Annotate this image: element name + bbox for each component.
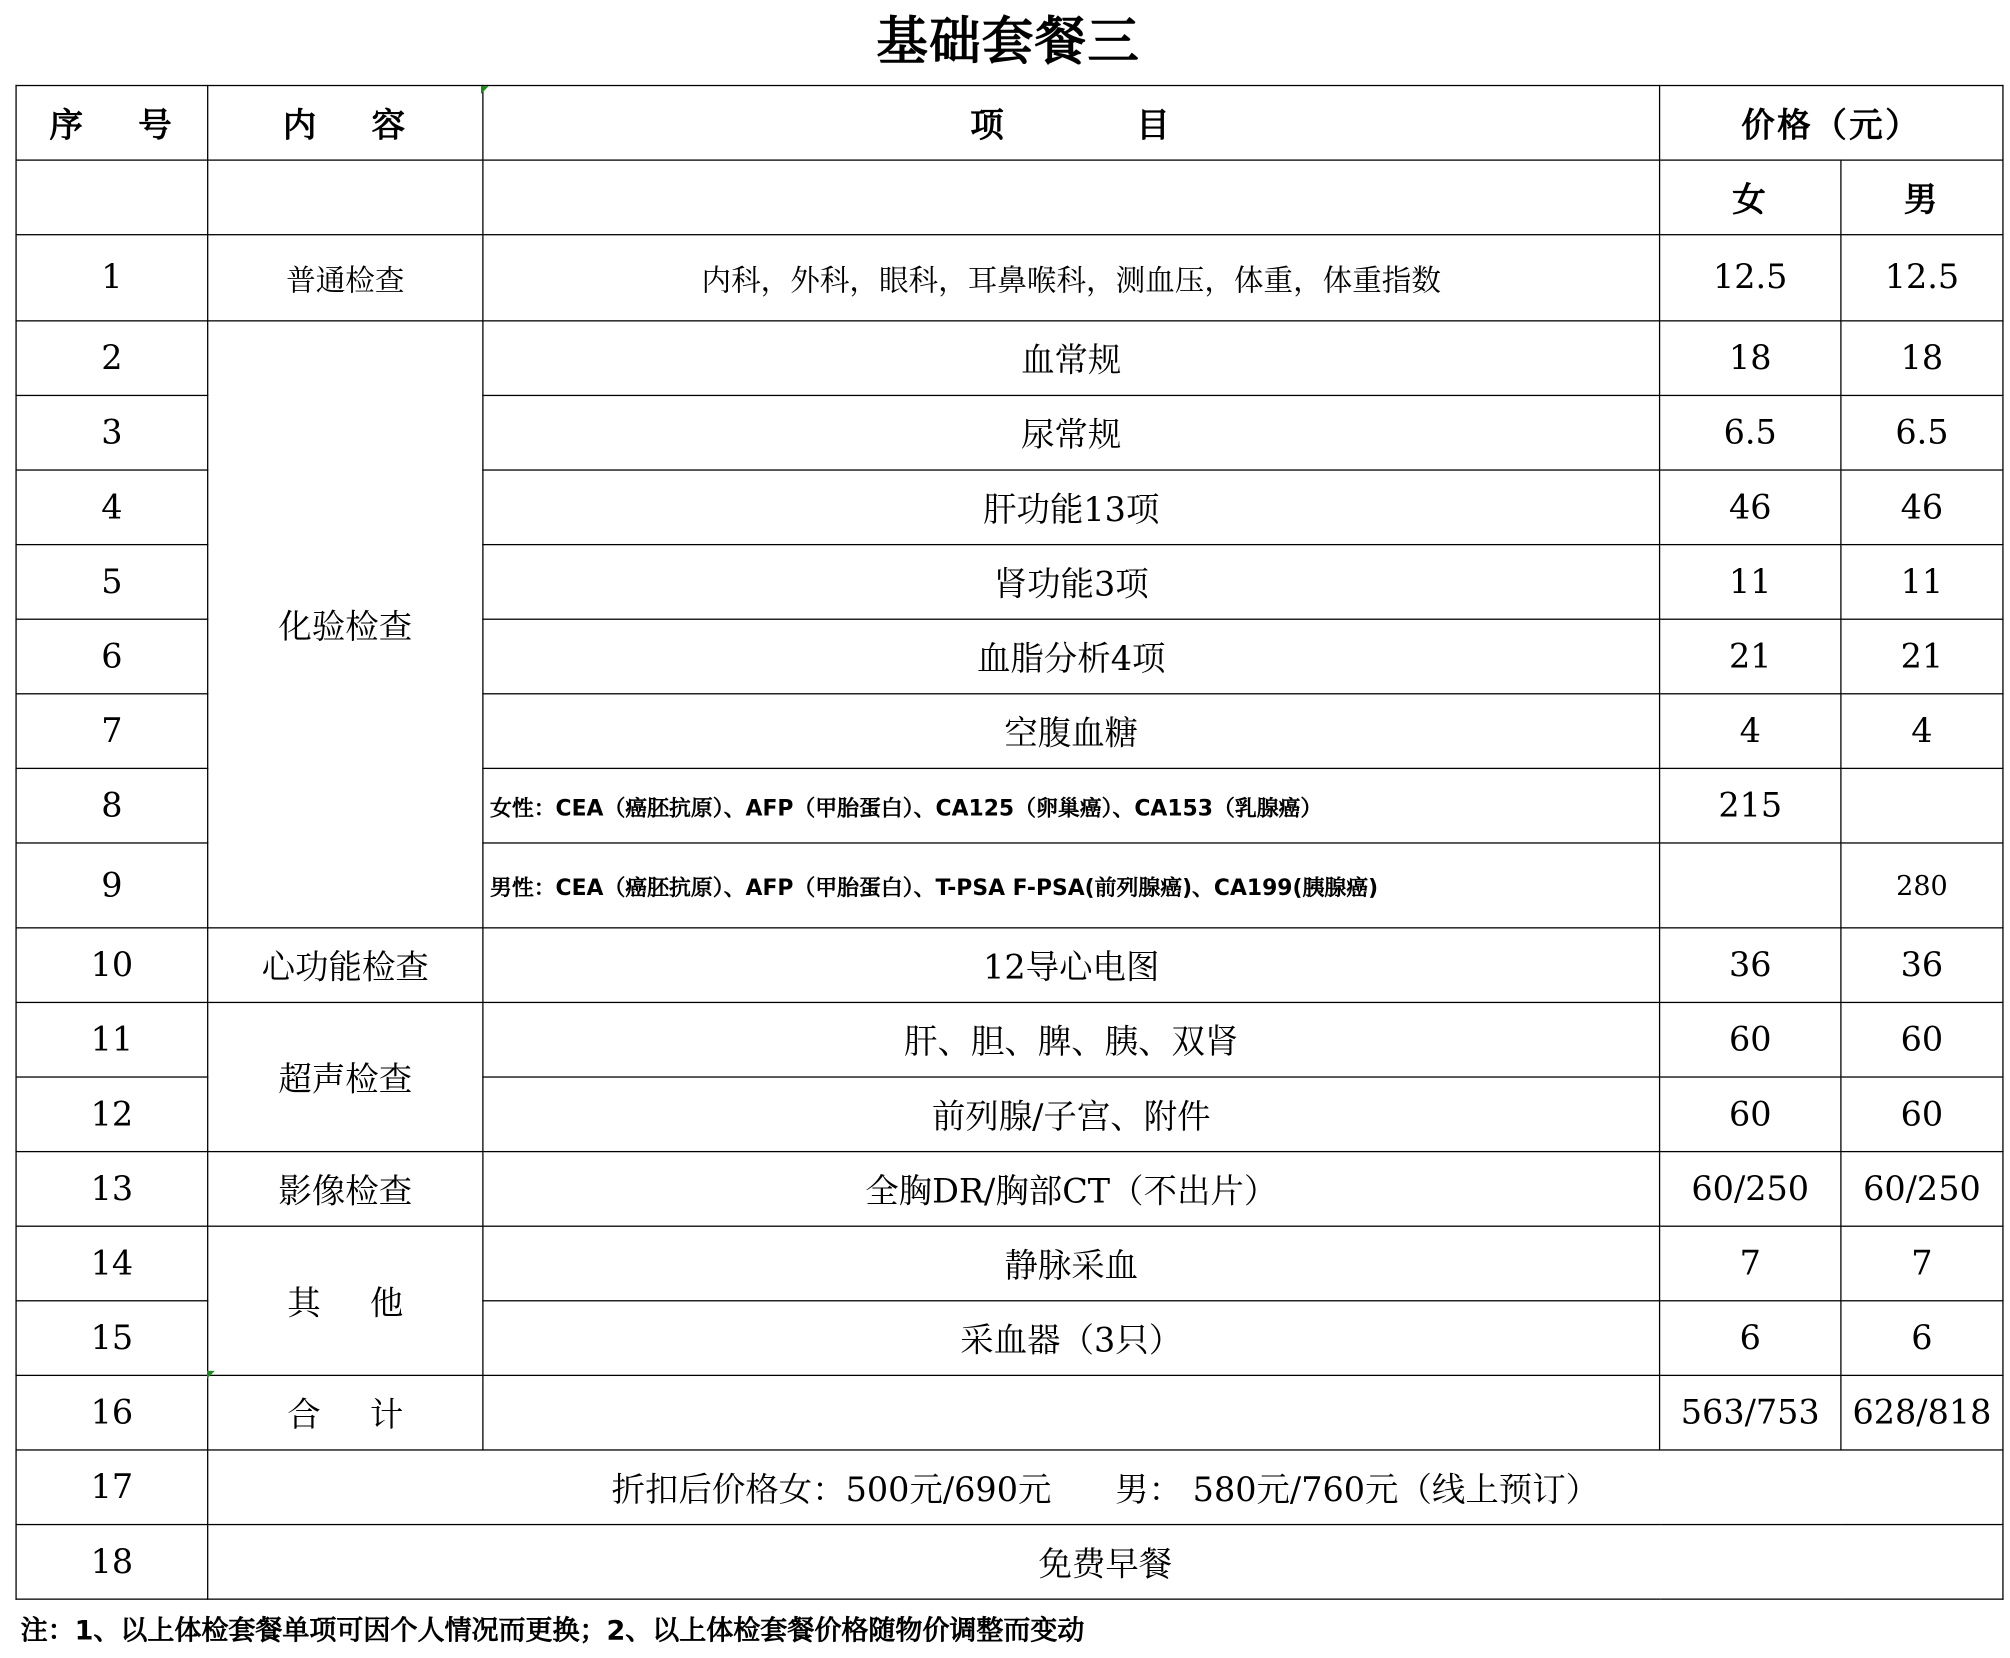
table-row — [16, 1002, 2003, 1077]
row-seq: 13 — [16, 1152, 208, 1227]
row-items: 肝、胆、脾、胰、双肾 — [483, 1002, 1660, 1077]
row-items: 女性：CEA（癌胚抗原）、AFP（甲胎蛋白）、CA125（卵巢癌）、CA153（乳腺癌） — [483, 768, 1660, 843]
row-price-female: 18 — [1660, 321, 1841, 396]
cell-comment-marker — [481, 86, 489, 94]
row-price-male: 6 — [1841, 1301, 2003, 1376]
row-items: 血脂分析4项 — [483, 619, 1660, 694]
row-price-male: 36 — [1841, 928, 2003, 1003]
row-seq: 8 — [16, 768, 208, 843]
row-price-male: 11 — [1841, 545, 2003, 620]
header-content: 内 容 — [208, 86, 483, 161]
row-seq: 15 — [16, 1301, 208, 1376]
category-other: 其 他 — [208, 1226, 483, 1375]
row-seq: 5 — [16, 545, 208, 620]
row-seq: 2 — [16, 321, 208, 396]
row-seq: 1 — [16, 235, 208, 321]
row-seq: 6 — [16, 619, 208, 694]
row-price-female: 60/250 — [1660, 1152, 1841, 1227]
category-imaging: 影像检查 — [208, 1152, 483, 1227]
row-items: 肾功能3项 — [483, 545, 1660, 620]
row-price-male: 60 — [1841, 1002, 2003, 1077]
row-price-female: 11 — [1660, 545, 1841, 620]
table-row — [16, 321, 2003, 396]
row-items — [483, 1375, 1660, 1450]
row-items: 12导心电图 — [483, 928, 1660, 1003]
row-seq: 3 — [16, 395, 208, 470]
header-row-gender — [16, 160, 2003, 235]
row-price-male: 4 — [1841, 694, 2003, 769]
row-price-male — [1841, 768, 2003, 843]
table-row — [16, 1226, 2003, 1301]
header-male: 男 — [1841, 160, 2003, 235]
row-price-female: 6 — [1660, 1301, 1841, 1376]
discount-row — [16, 1450, 2003, 1525]
row-items: 内科，外科，眼科，耳鼻喉科，测血压，体重，体重指数 — [483, 235, 1660, 321]
row-items: 男性：CEA（癌胚抗原）、AFP（甲胎蛋白）、T-PSA F-PSA(前列腺癌)、CA199(胰腺癌) — [483, 843, 1660, 928]
row-price-female: 60 — [1660, 1077, 1841, 1152]
row-price-male: 46 — [1841, 470, 2003, 545]
row-items: 空腹血糖 — [483, 694, 1660, 769]
cell-comment-marker — [207, 1371, 215, 1379]
row-price-female: 4 — [1660, 694, 1841, 769]
row-price-female: 21 — [1660, 619, 1841, 694]
row-seq: 11 — [16, 1002, 208, 1077]
row-price-female: 12.5 — [1660, 235, 1841, 321]
category-ultrasound: 超声检查 — [208, 1002, 483, 1151]
row-items: 前列腺/子宫、附件 — [483, 1077, 1660, 1152]
row-price-male: 280 — [1841, 843, 2003, 928]
empty-cell — [483, 160, 1660, 235]
row-price-female: 46 — [1660, 470, 1841, 545]
row-price-female: 60 — [1660, 1002, 1841, 1077]
row-items: 采血器（3只） — [483, 1301, 1660, 1376]
table-row — [16, 235, 2003, 321]
category-total: 合 计 — [208, 1375, 483, 1450]
footnote: 注：1、以上体检套餐单项可因个人情况而更换；2、以上体检套餐价格随物价调整而变动 — [20, 1615, 1085, 1647]
header-seq: 序 号 — [16, 86, 208, 161]
row-price-female: 7 — [1660, 1226, 1841, 1301]
row-seq: 4 — [16, 470, 208, 545]
row-seq: 7 — [16, 694, 208, 769]
total-price-female: 563/753 — [1660, 1375, 1841, 1450]
row-seq: 10 — [16, 928, 208, 1003]
header-row — [16, 86, 2003, 161]
category-cardiac: 心功能检查 — [208, 928, 483, 1003]
row-price-male: 6.5 — [1841, 395, 2003, 470]
header-items: 项 目 — [483, 86, 1660, 161]
table-row — [16, 1152, 2003, 1227]
row-seq: 9 — [16, 843, 208, 928]
row-price-female: 215 — [1660, 768, 1841, 843]
total-price-male: 628/818 — [1841, 1375, 2003, 1450]
header-price: 价格（元） — [1660, 86, 2003, 161]
total-row — [16, 1375, 2003, 1450]
row-items: 肝功能13项 — [483, 470, 1660, 545]
header-female: 女 — [1660, 160, 1841, 235]
breakfast-text: 免费早餐 — [208, 1525, 2003, 1600]
row-items: 静脉采血 — [483, 1226, 1660, 1301]
table-row — [16, 928, 2003, 1003]
empty-cell — [16, 160, 208, 235]
row-price-male: 18 — [1841, 321, 2003, 396]
discount-text: 折扣后价格女：500元/690元 男： 580元/760元（线上预订） — [208, 1450, 2003, 1525]
category-lab: 化验检查 — [208, 321, 483, 928]
row-price-female — [1660, 843, 1841, 928]
row-price-male: 21 — [1841, 619, 2003, 694]
package-table — [15, 85, 2003, 1600]
empty-cell — [208, 160, 483, 235]
row-price-female: 36 — [1660, 928, 1841, 1003]
row-seq: 16 — [16, 1375, 208, 1450]
row-seq: 14 — [16, 1226, 208, 1301]
row-items: 全胸DR/胸部CT（不出片） — [483, 1152, 1660, 1227]
row-seq: 18 — [16, 1525, 208, 1600]
row-seq: 17 — [16, 1450, 208, 1525]
row-items: 血常规 — [483, 321, 1660, 396]
row-price-male: 60/250 — [1841, 1152, 2003, 1227]
row-seq: 12 — [16, 1077, 208, 1152]
row-items: 尿常规 — [483, 395, 1660, 470]
page-title: 基础套餐三 — [876, 12, 1141, 73]
row-price-male: 7 — [1841, 1226, 2003, 1301]
category-general: 普通检查 — [208, 235, 483, 321]
row-price-male: 12.5 — [1841, 235, 2003, 321]
row-price-female: 6.5 — [1660, 395, 1841, 470]
breakfast-row — [16, 1525, 2003, 1600]
row-price-male: 60 — [1841, 1077, 2003, 1152]
